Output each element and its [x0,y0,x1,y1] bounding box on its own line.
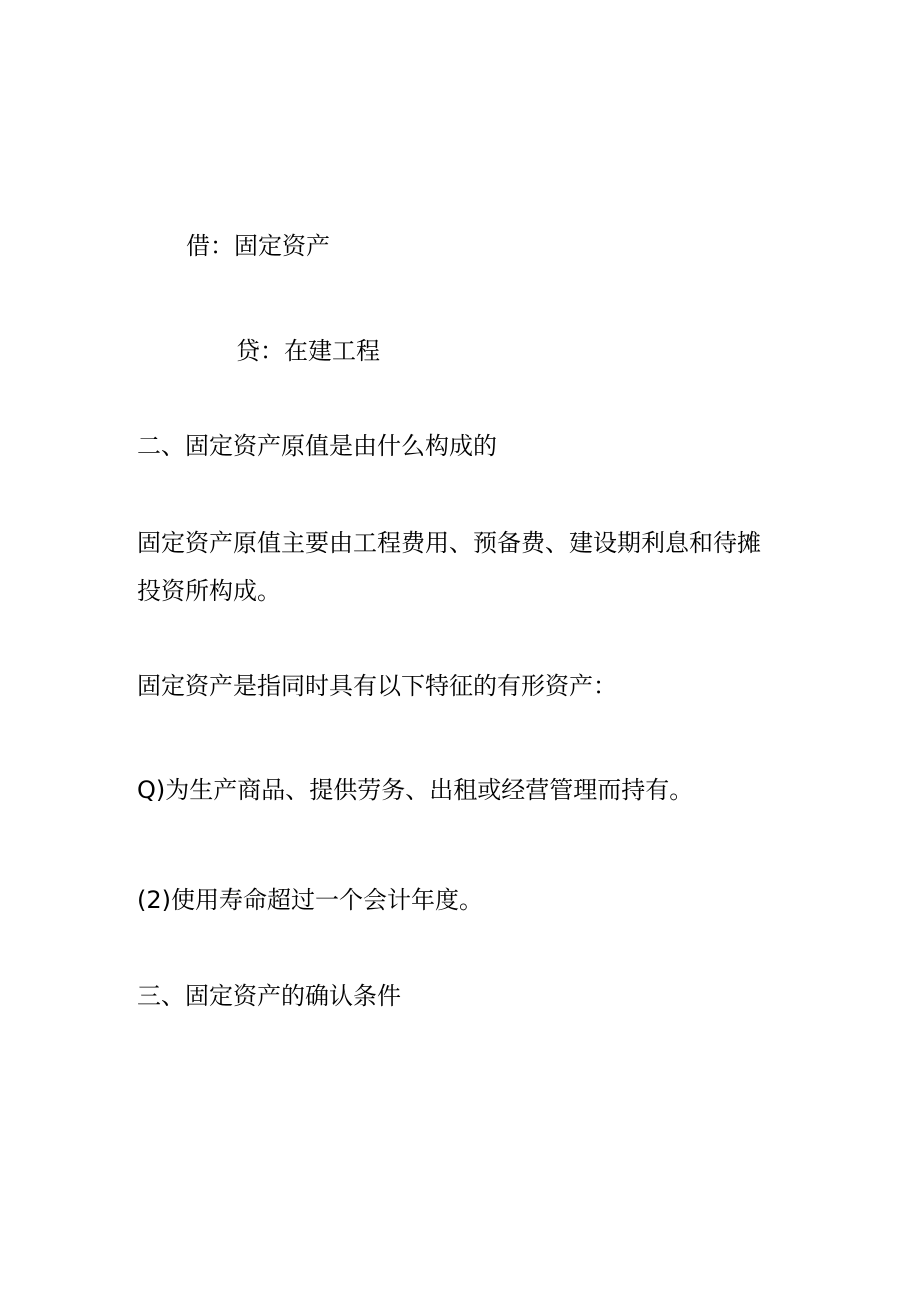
section-two-heading: 二、固定资产原值是由什么构成的 [137,432,497,460]
journal-credit-line: 贷：在建工程 [236,337,380,365]
list-item: Q)为生产商品、提供劳务、出租或经营管理而持有。 [137,776,694,804]
section-three-heading: 三、固定资产的确认条件 [137,982,401,1010]
list-item: (2)使用寿命超过一个会计年度。 [137,886,483,914]
definition-paragraph: 固定资产是指同时具有以下特征的有形资产： [137,672,617,700]
composition-paragraph-line-2: 投资所构成。 [137,577,281,605]
composition-paragraph-line-1: 固定资产原值主要由工程费用、预备费、建设期利息和待摊 [137,529,761,557]
journal-debit-line: 借：固定资产 [186,232,330,260]
